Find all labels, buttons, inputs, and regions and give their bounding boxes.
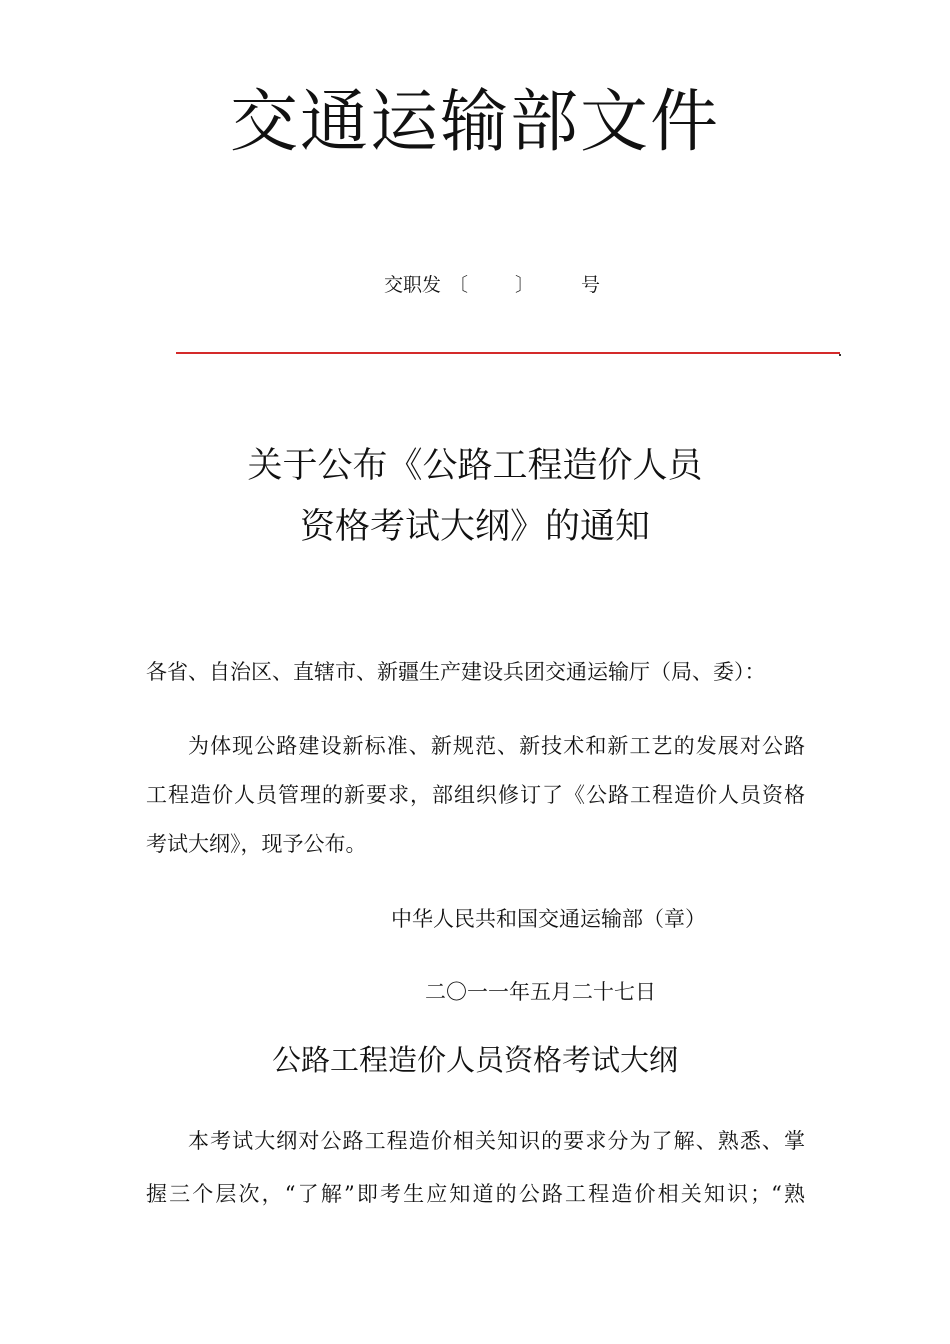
document-number-bracket-close: 〕 [515,274,535,296]
issuer-signature: 中华人民共和国交通运输部（章） [391,907,706,931]
paragraph-line: 为体现公路建设新标准、新规范、新技术和新工艺的发展对公路 [188,734,805,758]
divider-end-mark [839,354,841,356]
addressee-line: 各省、自治区、直辖市、新疆生产建设兵团交通运输厅（局、委）： [146,660,766,684]
syllabus-title: 公路工程造价人员资格考试大纲 [271,1043,678,1077]
paragraph-line: 本考试大纲对公路工程造价相关知识的要求分为了解、熟悉、掌 [188,1129,805,1153]
header-red-divider [176,352,840,354]
document-number-bracket-open: 〔 [449,274,469,296]
paragraph-line: 考试大纲》，现予公布。 [146,832,367,856]
paragraph-line: 工程造价人员管理的新要求，部组织修订了《公路工程造价人员资格 [146,783,805,807]
paragraph-line: 握三个层次，“了解”即考生应知道的公路工程造价相关知识；“熟 [146,1182,805,1206]
notice-title-line-2: 资格考试大纲》的通知 [299,507,650,547]
document-header-title: 交通运输部文件 [229,83,720,162]
issue-date: 二〇一一年五月二十七日 [425,980,656,1004]
notice-title-line-1: 关于公布《公路工程造价人员 [247,446,703,486]
document-number-suffix: 号 [581,274,601,296]
document-number-prefix: 交职发 [384,274,442,296]
